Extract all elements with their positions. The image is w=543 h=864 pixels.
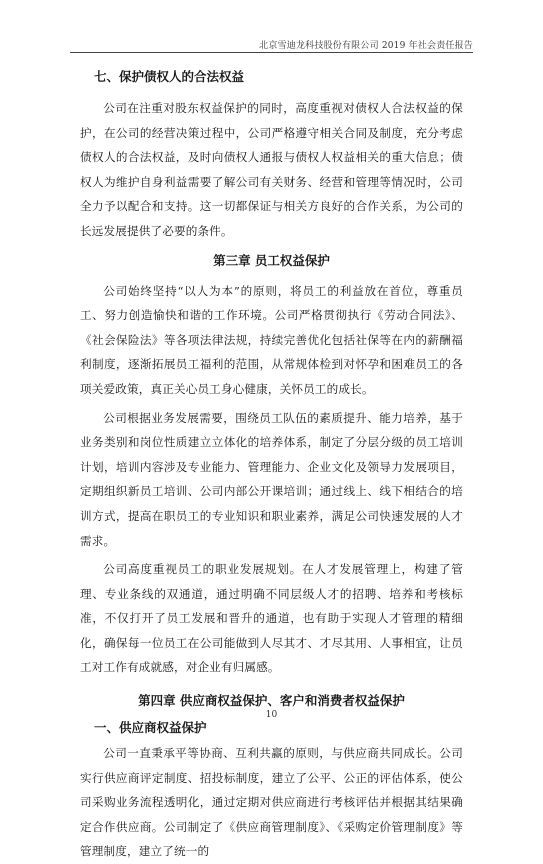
chapter-title-employee-rights: 第三章 员工权益保护 (213, 252, 330, 268)
paragraph-employee-career: 公司高度重视员工的职业发展规划。在人才发展管理上，构建了管理、专业条线的双通道，通过明确不同层级人才的招聘、培养和考核标准，不仅打开了员工发展和晋升的通道，也有助于实现人才管理的精细化，确保每一位员工在公司能做到人尽其才、才尽其用、人事相宜，让员工对工作有成就感，对企业有归属感。 (80, 562, 463, 675)
page-number: 10 (265, 710, 278, 720)
document-body (80, 64, 463, 864)
paragraph-employee-training: 公司根据业务发展需要，围绕员工队伍的素质提升、能力培养，基于业务类别和岗位性质建立立体化的培养体系，制定了分层分级的员工培训计划，培训内容涉及专业能力、管理能力、企业文化及领导力发展项目，定期组织新员工培训、公司内部公开课培训；通过线上、线下相结合的培训方式，提高在职员工的专业知识和职业素养，满足公司快速发展的人才需求。 (80, 410, 463, 548)
paragraph-employee-principle: 公司始终坚持“以人为本”的原则，将员工的利益放在首位，尊重员工、努力创造愉快和谐的工作环境。公司严格贯彻执行《劳动合同法》、《社会保险法》等各项法律法规，持续完善优化包括社保等在内的薪酬福利制度，逐渐拓展员工福利的范围，从常规体检到对怀孕和困难员工的各项关爱政策，真正关心员工身心健康，关怀员工的成长。 (80, 283, 463, 396)
paragraph-supplier-rights: 公司一直秉承平等协商、互利共赢的原则，与供应商共同成长。公司实行供应商评定制度、招投标制度，建立了公平、公正的评估体系，使公司采购业务流程透明化，通过定期对供应商进行考核评估并根据其结果确定合作供应商。公司制定了《供应商管理制度》、《采购定价管理制度》等管理制度，建立了统一的 (80, 746, 463, 859)
running-header: 北京雪迪龙科技股份有限公司 2019 年社会责任报告 (259, 41, 473, 51)
subsection-heading-supplier-rights: 一、供应商权益保护 (94, 720, 207, 736)
header-divider (70, 52, 473, 53)
section-heading-creditor-rights: 七、保护债权人的合法权益 (94, 69, 245, 84)
paragraph-creditor-rights: 公司在注重对股东权益保护的同时，高度重视对债权人合法权益的保护，在公司的经营决策过程中，公司严格遵守相关合同及制度，充分考虑债权人的合法权益，及时向债权人通报与债权人权益相关的重大信息；债权人为维护自身利益需要了解公司有关财务、经营和管理等情况时，公司全力予以配合和支持。这一切都保证与相关方良好的合作关系，为公司的长远发展提供了必要的条件。 (80, 101, 463, 238)
chapter-title-supplier-customer-rights: 第四章 供应商权益保护、客户和消费者权益保护 (138, 693, 405, 709)
